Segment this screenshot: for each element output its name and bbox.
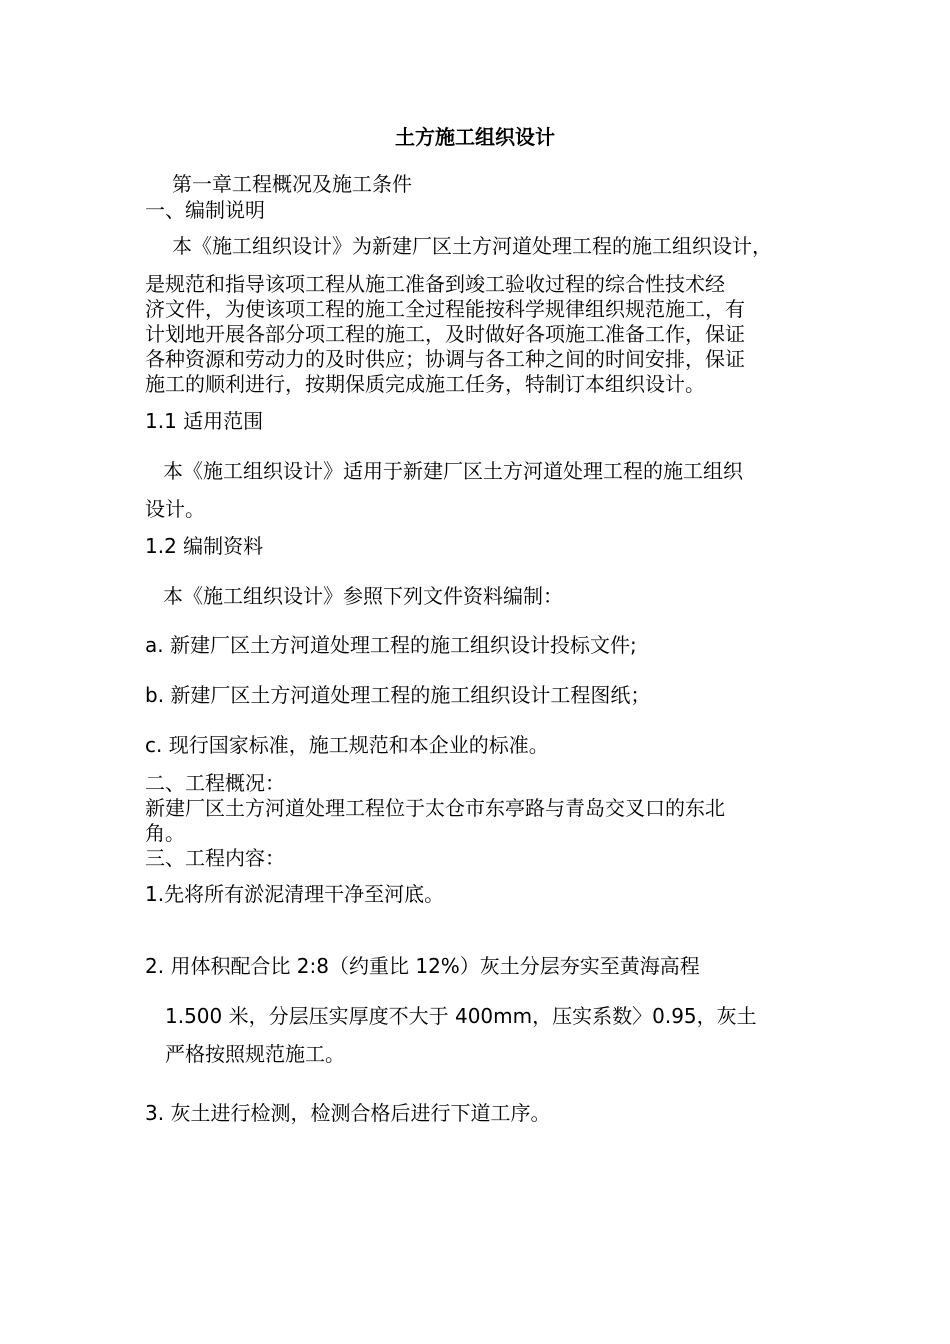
- subsection-1-1-line: 设计。: [145, 497, 205, 521]
- work-item-2-line: 严格按照规范施工。: [165, 1042, 345, 1066]
- section-1-heading: 一、编制说明: [145, 198, 265, 222]
- reference-item: a. 新建厂区土方河道处理工程的施工组织设计投标文件;: [145, 633, 637, 657]
- intro-line: 是规范和指导该项工程从施工准备到竣工验收过程的综合性技术经: [145, 272, 725, 296]
- work-item-2-line: 1.500 米，分层压实厚度不大于 400mm，压实系数〉0.95，灰土: [165, 1004, 757, 1028]
- intro-line: 本《施工组织设计》为新建厂区土方河道处理工程的施工组织设计，: [172, 234, 772, 258]
- section-3-heading: 三、工程内容：: [145, 846, 285, 870]
- intro-line: 济文件，为使该项工程的施工全过程能按科学规律组织规范施工，有: [145, 297, 745, 321]
- section-2-line: 角。: [145, 821, 185, 845]
- section-2-line: 新建厂区土方河道处理工程位于太仓市东亭路与青岛交叉口的东北: [145, 796, 725, 820]
- work-item-1: 1.先将所有淤泥清理干净至河底。: [145, 882, 445, 906]
- subsection-1-2-heading: 1.2 编制资料: [145, 534, 264, 558]
- intro-line: 各种资源和劳动力的及时供应；协调与各工种之间的时间安排，保证: [145, 347, 745, 371]
- subsection-1-1-line: 本《施工组织设计》适用于新建厂区土方河道处理工程的施工组织: [163, 459, 743, 483]
- intro-line: 施工的顺利进行，按期保质完成施工任务，特制订本组织设计。: [145, 372, 705, 396]
- subsection-1-1-heading: 1.1 适用范围: [145, 409, 264, 433]
- document-title: 土方施工组织设计: [395, 125, 555, 149]
- reference-item: c. 现行国家标准，施工规范和本企业的标准。: [145, 733, 549, 757]
- intro-line: 计划地开展各部分项工程的施工，及时做好各项施工准备工作，保证: [145, 322, 745, 346]
- work-item-2-line: 2. 用体积配合比 2:8（约重比 12%）灰土分层夯实至黄海高程: [145, 954, 700, 978]
- work-item-3: 3. 灰土进行检测，检测合格后进行下道工序。: [145, 1101, 551, 1125]
- section-2-heading: 二、工程概况：: [145, 771, 285, 795]
- chapter-heading: 第一章工程概况及施工条件: [172, 172, 412, 196]
- reference-item: b. 新建厂区土方河道处理工程的施工组织设计工程图纸；: [145, 683, 651, 707]
- subsection-1-2-intro: 本《施工组织设计》参照下列文件资料编制：: [163, 584, 563, 608]
